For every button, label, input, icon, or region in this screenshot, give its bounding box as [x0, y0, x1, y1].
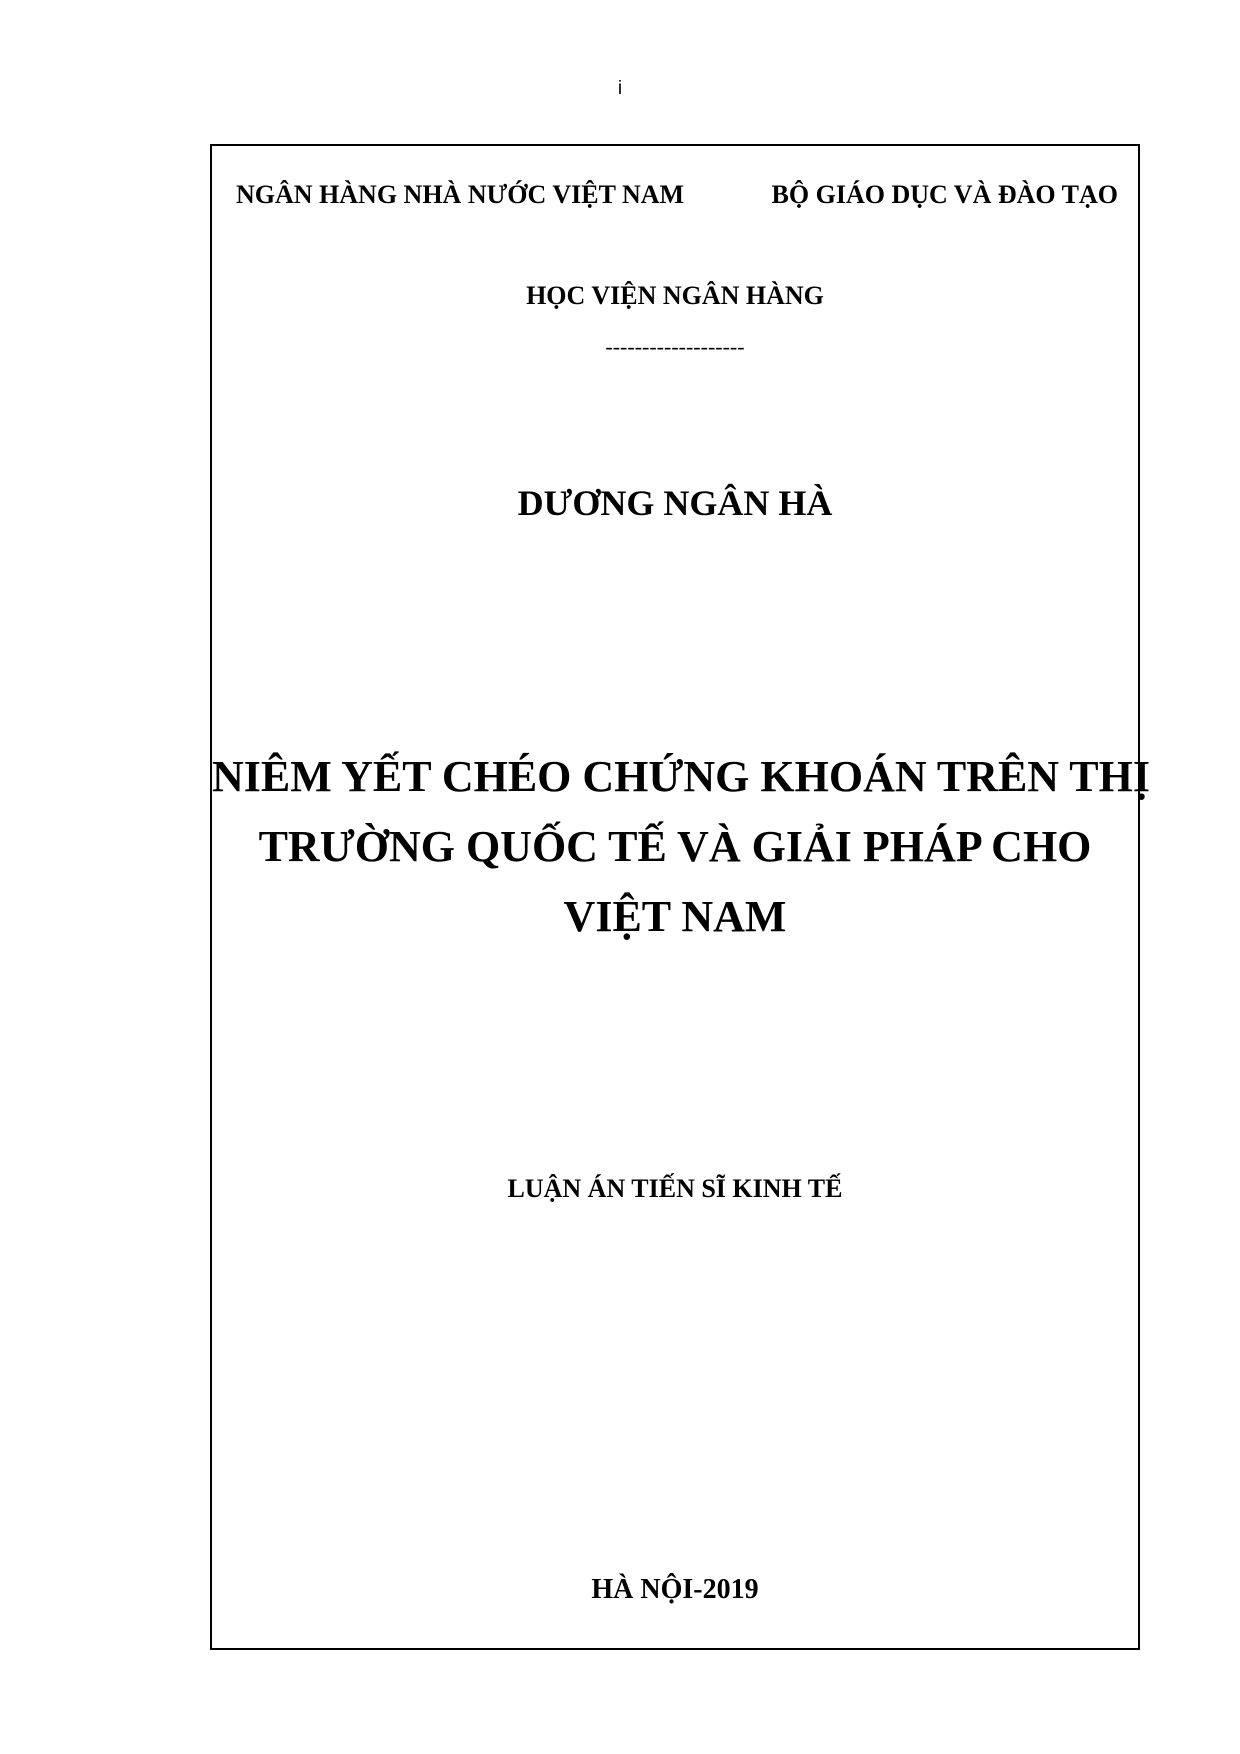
- place-year: HÀ NỘI-2019: [591, 1574, 759, 1605]
- cover-frame: [210, 144, 1150, 1650]
- institute-name: HỌC VIỆN NGÂN HÀNG: [526, 281, 824, 310]
- org-right-name: BỘ GIÁO DỤC VÀ ĐÀO TẠO: [771, 180, 1118, 209]
- thesis-title-line: TRƯỜNG QUỐC TẾ VÀ GIẢI PHÁP CHO: [258, 822, 1092, 871]
- thesis-title-line: NIÊM YẾT CHÉO CHỨNG KHOÁN TRÊN THỊ: [212, 752, 1150, 801]
- page-number: i: [617, 78, 623, 99]
- thesis-title: [212, 742, 1150, 952]
- author-name: DƯƠNG NGÂN HÀ: [517, 483, 833, 523]
- thesis-title-line: VIỆT NAM: [563, 892, 787, 941]
- org-left-name: NGÂN HÀNG NHÀ NƯỚC VIỆT NAM: [236, 180, 685, 209]
- header-divider: -------------------: [605, 334, 745, 359]
- degree-type: LUẬN ÁN TIẾN SĨ KINH TẾ: [507, 1174, 843, 1203]
